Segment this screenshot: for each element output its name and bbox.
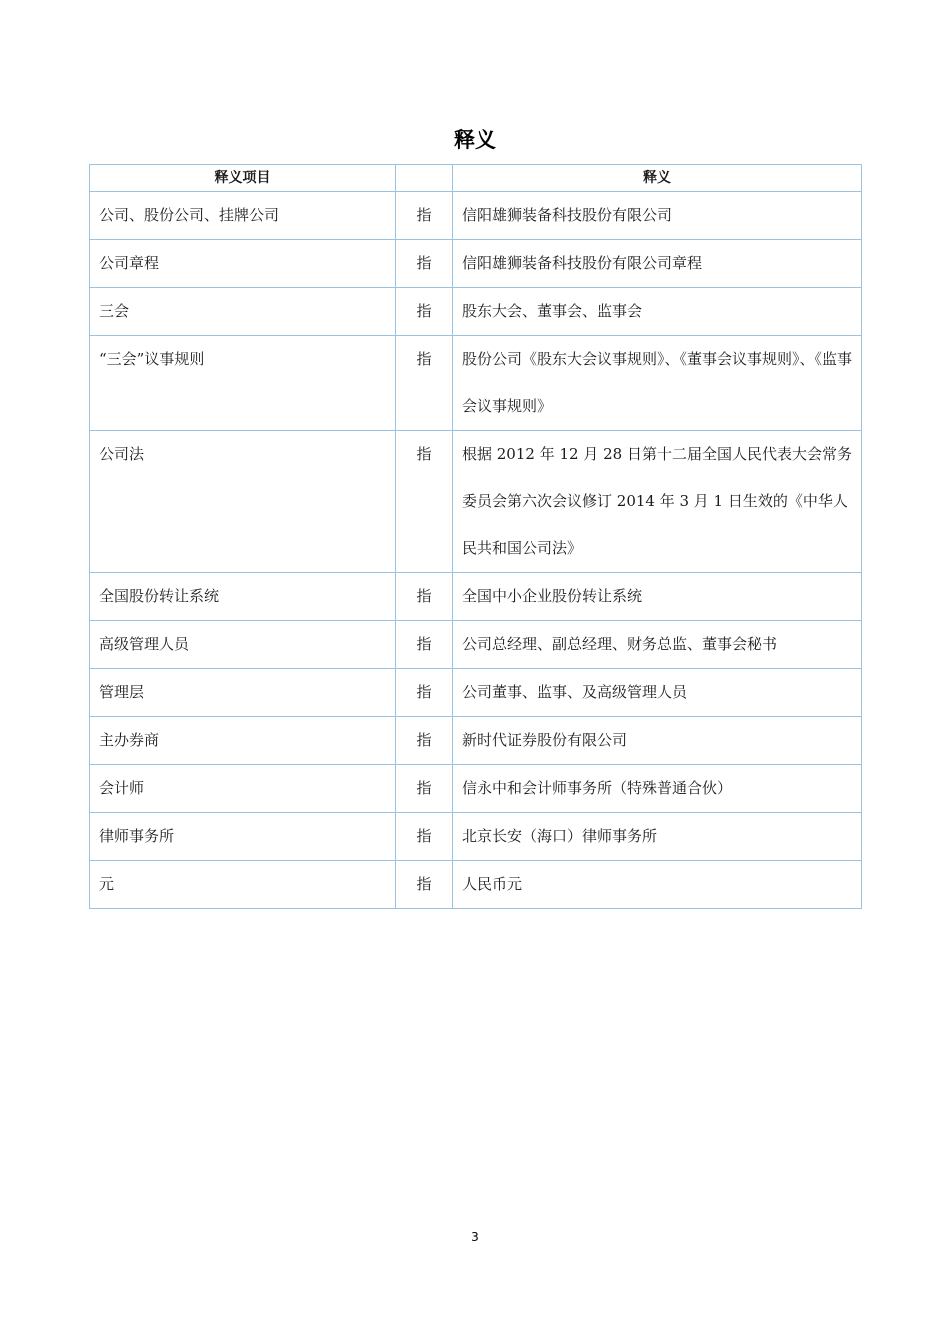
definition-cell: 信阳雄狮装备科技股份有限公司章程	[453, 240, 862, 288]
table-row	[90, 813, 862, 861]
header-means	[396, 165, 453, 192]
term-cell: 公司、股份公司、挂牌公司	[90, 192, 396, 240]
means-cell: 指	[396, 669, 453, 717]
means-cell: 指	[396, 431, 453, 573]
page-title: 释义	[454, 128, 496, 152]
means-cell: 指	[396, 573, 453, 621]
definition-cell: 公司董事、监事、及高级管理人员	[453, 669, 862, 717]
term-cell: 律师事务所	[90, 813, 396, 861]
table-row	[90, 669, 862, 717]
means-cell: 指	[396, 813, 453, 861]
means-cell: 指	[396, 240, 453, 288]
page-number: 3	[471, 1230, 479, 1244]
means-cell: 指	[396, 336, 453, 431]
means-cell: 指	[396, 861, 453, 909]
definition-cell: 信永中和会计师事务所（特殊普通合伙）	[453, 765, 862, 813]
term-cell: 管理层	[90, 669, 396, 717]
term-cell: “三会”议事规则	[90, 336, 396, 431]
table-row	[90, 765, 862, 813]
term-cell: 主办券商	[90, 717, 396, 765]
means-cell: 指	[396, 192, 453, 240]
table-row	[90, 288, 862, 336]
definition-cell: 全国中小企业股份转让系统	[453, 573, 862, 621]
means-cell: 指	[396, 765, 453, 813]
table-row	[90, 621, 862, 669]
term-cell: 元	[90, 861, 396, 909]
definition-cell: 公司总经理、副总经理、财务总监、董事会秘书	[453, 621, 862, 669]
definition-cell: 信阳雄狮装备科技股份有限公司	[453, 192, 862, 240]
table-row	[90, 861, 862, 909]
term-cell: 三会	[90, 288, 396, 336]
header-term: 释义项目	[90, 165, 396, 192]
definition-cell: 根据 2012 年 12 月 28 日第十二届全国人民代表大会常务委员会第六次会议修订 2014 年 3 月 1 日生效的《中华人民共和国公司法》	[453, 431, 862, 573]
table-row	[90, 240, 862, 288]
table-row	[90, 431, 862, 573]
definition-cell: 北京长安（海口）律师事务所	[453, 813, 862, 861]
term-cell: 会计师	[90, 765, 396, 813]
term-cell: 全国股份转让系统	[90, 573, 396, 621]
header-definition: 释义	[453, 165, 862, 192]
table-row	[90, 717, 862, 765]
definitions-table	[89, 164, 862, 909]
definition-cell: 股份公司《股东大会议事规则》、《董事会议事规则》、《监事会议事规则》	[453, 336, 862, 431]
term-cell: 高级管理人员	[90, 621, 396, 669]
table-row	[90, 336, 862, 431]
term-cell: 公司章程	[90, 240, 396, 288]
table-header-row	[90, 165, 862, 192]
table-row	[90, 573, 862, 621]
table-row	[90, 192, 862, 240]
means-cell: 指	[396, 621, 453, 669]
term-cell: 公司法	[90, 431, 396, 573]
means-cell: 指	[396, 717, 453, 765]
definition-cell: 人民币元	[453, 861, 862, 909]
means-cell: 指	[396, 288, 453, 336]
definition-cell: 股东大会、董事会、监事会	[453, 288, 862, 336]
definition-cell: 新时代证券股份有限公司	[453, 717, 862, 765]
